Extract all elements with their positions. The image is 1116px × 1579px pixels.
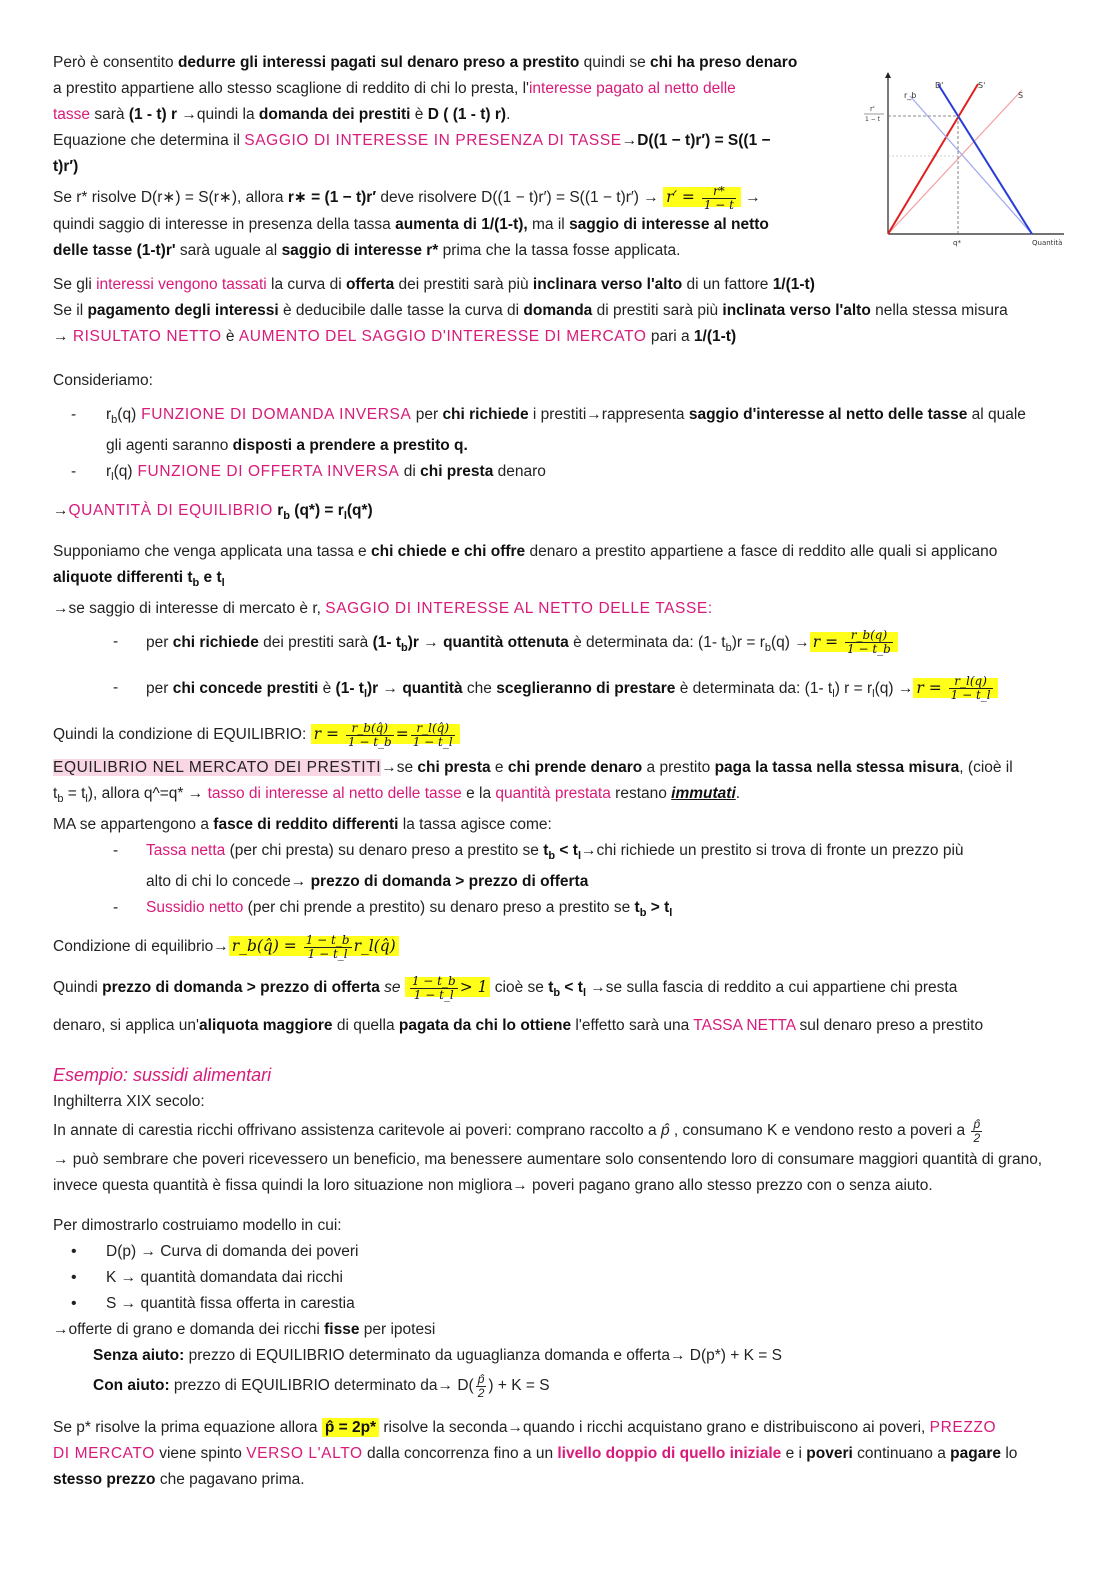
para-senza-aiuto: Senza aiuto: prezzo di EQUILIBRIO determinato da uguaglianza domanda e offerta→ D(p*) + K = S	[93, 1347, 782, 1365]
para-beneficio: → può sembrare che poveri ricevessero un beneficio, ma benessere aumentare solo consentendo loro di consumare maggiori quantità di grano, invece questa quantità è fissa quindi la loro situazione non migliora→ poveri pagano grano allo stesso prezzo con o senza aiuto.	[53, 1151, 1043, 1195]
list-item-tassa-netta: - Tassa netta (per chi presta) su denaro preso a prestito se $t_b < t_l\to chi$ richiede un prestito si trova di fronte un prezzo più alto di chi lo concede→ prezzo di domanda > prezzo di offerta	[53, 838, 1069, 895]
formula-r-concede: r = $\frac{r\_l(q)}{1 - t\_l}$	[913, 678, 997, 698]
para-equazione: Equazione che determina il SAGGIO DI INTERESSE IN PRESENZA DI TASSE→D((1 − t)r′) = S((1 − t)r′)	[53, 132, 771, 175]
para-conclusione: Se p* risolve la prima equazione allora p̂ = 2p* risolve la seconda→quando i ricchi acquistano grano e distribuiscono ai poveri, PREZZO DI MERCATO viene spinto VERSO L'ALTO dalla concorrenza fino a un livello doppio di quello iniziale e i poveri continuano a pagare lo stesso prezzo che pagavano prima.	[53, 1419, 1018, 1489]
formula-maggiore-uno: $\frac{1 - t\_b}{1 - t\_l}$ > 1	[405, 977, 491, 997]
list-item-sussidio-netto: - Sussidio netto (per chi prende a prestito) su denaro preso a prestito se $t_b > t_l$	[53, 895, 1069, 926]
list-item-concede: - per chi concede prestiti è (1- $t_l)r$ → quantità che sceglieranno di prestare è determinata da: (1- $t_l$) $r = r_l(q) \to r$ = $\frac{r\_l(q)}{1 - t\_l}$	[53, 668, 1069, 714]
heading-esempio: Esempio: sussidi alimentari	[53, 1065, 272, 1086]
label-r-frac-bottom: 1 − t	[865, 116, 881, 123]
para-deducibile: Se il pagamento degli interessi è deducibile dalle tasse la curva di domanda di prestiti sarà più inclinata verso l'alto nella stessa misura	[53, 301, 1008, 319]
para-consideriamo: Consideriamo:	[53, 371, 153, 389]
list-effetti	[53, 838, 1069, 926]
list-item-domanda-inversa: - $r_b(q)$ FUNZIONE DI DOMANDA INVERSA per chi richiede i prestiti→rappresenta saggio d'interesse al netto delle tasse al quale gli agenti saranno disposti a prendere a prestito q.	[53, 402, 1069, 459]
list-item-offerta-fissa: • S → quantità fissa offerta in carestia	[53, 1291, 1069, 1317]
para-soluzione: Se r* risolve D(r∗) = S(r∗), allora r∗ = (1 − t)r′ deve risolvere D((1 − t)r′) = S((1 − t)r′) → r′ = $\frac{r*}{1 - t}$ → quindi saggio di interesse in presenza della tassa aumenta di 1/(1-t), ma il saggio di interesse al netto delle tasse (1-t)r' sarà uguale al saggio di interesse r* prima che la tassa fosse applicata.	[53, 183, 769, 259]
document-body	[53, 50, 1069, 1493]
formula-r-prime: r′ = $\frac{r*}{1 - t}$	[663, 187, 741, 207]
para-quantita-equilibrio: →QUANTITÀ DI EQUILIBRIO $r_b$ $(q*) = r_l(q*)$	[53, 501, 373, 522]
label-q-star: q*	[953, 239, 961, 247]
list-item-domanda-ricchi: • K → quantità domandata dai ricchi	[53, 1265, 1069, 1291]
para-saggio-netto: →se saggio di interesse di mercato è r, SAGGIO DI INTERESSE AL NETTO DELLE TASSE:	[53, 599, 713, 617]
list-item-offerta-inversa: - $r_l(q)$ FUNZIONE DI OFFERTA INVERSA di chi presta denaro	[53, 459, 1069, 490]
para-condizione-equilibrio: Condizione di equilibrio→ r_b(q̂) = $\frac{1 - t\_b}{1 - t\_l}$ r_l(q̂)	[53, 926, 1069, 967]
list-item-richiede: - per chi richiede dei prestiti sarà (1- $t_b)r$ → quantità ottenuta è determinata da: (1- $t_b)r = r_b(q) \to r$ = $\frac{r\_b(q)}{1 - t\_b}$	[53, 622, 1069, 668]
label-s: S	[1018, 91, 1024, 100]
para-tassati: Se gli interessi vengono tassati la curva di offerta dei prestiti sarà più inclinara verso l'alto di un fattore 1/(1-t)	[53, 275, 815, 293]
para-condizione: Quindi la condizione di EQUILIBRIO: r = $\frac{r\_b(q̂)}{1 - t\_b}$ = $\frac{r\_l(q̂)}{1 - t\_l}$	[53, 714, 1069, 755]
para-ipotesi: →offerte di grano e domanda dei ricchi fisse per ipotesi	[53, 1321, 436, 1339]
para-fasce: MA se appartengono a fasce di reddito differenti la tassa agisce come:	[53, 816, 552, 834]
para-inghilterra: Inghilterra XIX secolo:	[53, 1093, 205, 1111]
list-saggio	[53, 622, 1069, 714]
para-con-aiuto: Con aiuto: prezzo di EQUILIBRIO determinato da→ D( $\frac{p̂}{2}$ ) + K = S	[93, 1371, 550, 1400]
list-funzioni	[53, 402, 1069, 490]
para-modello: Per dimostrarlo costruiamo modello in cui:	[53, 1217, 342, 1235]
para-aliquota: denaro, si applica un'aliquota maggiore di quella pagata da chi lo ottiene l'effetto sarà una TASSA NETTA sul denaro preso a prestito	[53, 1017, 984, 1035]
label-d-prime: D'	[935, 81, 944, 90]
list-modello	[53, 1239, 1069, 1317]
para-risultato: → RISULTATO NETTO è AUMENTO DEL SAGGIO D'INTERESSE DI MERCATO pari a 1/(1-t)	[53, 327, 737, 345]
label-s-prime: S'	[978, 81, 986, 90]
formula-r-richiede: r = $\frac{r\_b(q)}{1 - t\_b}$	[810, 632, 898, 652]
label-quantita: Quantità	[1032, 239, 1063, 247]
label-r-prime: r'	[870, 105, 875, 113]
label-rb: r_b	[904, 91, 917, 100]
para-carestia: In annate di carestia ricchi offrivano assistenza caritevole ai poveri: comprano raccolto a p̂ , consumano K e vendono resto a poveri a $\frac{p̂}{2}$	[53, 1116, 981, 1145]
para-prezzo-domanda: Quindi prezzo di domanda > prezzo di offerta se $\frac{1 - t\_b}{1 - t\_l}$ > 1 cioè se $t_b < t_l \to se$ sulla fascia di reddito a cui appartiene chi presta	[53, 973, 958, 1002]
para-supponiamo: Supponiamo che venga applicata una tassa e chi chiede e chi offre denaro a prestito appartiene a fasce di reddito alle quali si applicano aliquote differenti $t_b$ e $t_l$	[53, 542, 998, 589]
para-equilibrio-mercato: EQUILIBRIO NEL MERCATO DEI PRESTITI→se chi presta e chi prende denaro a prestito paga la tassa nella stessa misura, (cioè il $t_b = t_l$), allora q^=q* → tasso di interesse al netto delle tasse e la quantità prestata restano immutati.	[53, 759, 1013, 806]
formula-condizione: r_b(q̂) = $\frac{1 - t\_b}{1 - t\_l}$ r_l(q̂)	[229, 936, 399, 956]
formula-equilibrio: r = $\frac{r\_b(q̂)}{1 - t\_b}$ = $\frac{r\_l(q̂)}{1 - t\_l}$	[311, 724, 460, 744]
para-deduzione: Però è consentito dedurre gli interessi pagati sul denaro preso a prestito quindi se chi ha preso denaro a prestito appartiene allo stesso scaglione di reddito di chi lo presta, l'interesse pagato al netto delle tasse sarà (1 - t) r →quindi la domanda dei prestiti è D ( (1 - t) r).	[53, 54, 798, 123]
list-item-domanda-poveri: • D(p) → Curva di domanda dei poveri	[53, 1239, 1069, 1265]
